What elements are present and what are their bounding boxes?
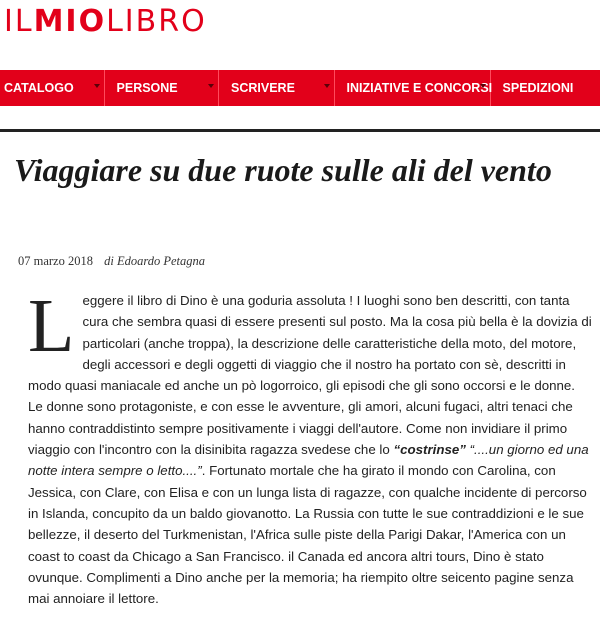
nav-item-catalogo[interactable] xyxy=(0,70,104,106)
nav-item-iniziative[interactable] xyxy=(335,70,493,106)
chevron-down-icon xyxy=(480,84,486,88)
logo-part-mio: MIO xyxy=(33,4,107,39)
article-date: 07 marzo 2018 xyxy=(18,254,93,268)
section-divider xyxy=(0,129,600,132)
main-nav xyxy=(0,70,600,106)
nav-label: PERSONE xyxy=(116,81,178,95)
chevron-down-icon xyxy=(324,84,330,88)
chevron-down-icon xyxy=(208,84,214,88)
body-quote-2: “....un giorno ed una notte intera sempre o letto....” xyxy=(28,442,589,479)
nav-label: SCRIVERE xyxy=(231,81,295,95)
logo-part-il: IL xyxy=(4,4,34,39)
nav-item-persone[interactable] xyxy=(105,70,219,106)
body-quote-1: “costrinse” xyxy=(393,442,466,458)
article-title: Viaggiare su due ruote sulle ali del vento xyxy=(14,152,552,188)
site-logo[interactable] xyxy=(4,2,207,42)
article-body xyxy=(28,284,593,609)
article-author[interactable]: di Edoardo Petagna xyxy=(104,254,206,268)
nav-label: SPEDIZIONI xyxy=(502,81,574,95)
nav-item-scrivere[interactable] xyxy=(219,70,334,106)
nav-label: INIZIATIVE E CONCORSI xyxy=(346,81,493,95)
chevron-down-icon xyxy=(94,84,100,88)
nav-item-spedizioni[interactable] xyxy=(491,70,600,106)
drop-cap: L xyxy=(28,284,75,368)
article-meta xyxy=(18,254,205,269)
logo-part-libro: LIBRO xyxy=(106,4,207,39)
body-part-1: eggere il libro di Dino è una goduria assoluta ! I luoghi sono ben descritti, con tanta cura che sembra quasi di essere presenti sul posto. Ma la cosa più bella è la dovizia di particolari (anche troppa), la descrizione delle caratteristiche della moto, del motore, degli accessori e degli oggetti di viaggio che il nostro ha portato con sè, descritti in modo quasi maniacale ed anche un pò logorroico, gli episodi che gli sono occorsi e le donne. Le donne sono protagoniste, e con esse le avventure, gli amori, alcuni fugaci, altri tenaci che hanno contraddistinto sempre positivamente i viaggi dell'autore. Come non invidiare il primo viaggio con l'incontro con la disinibita ragazza svedese che lo xyxy=(28,293,592,458)
nav-label: CATALOGO xyxy=(4,81,74,95)
body-part-2: . Fortunato mortale che ha girato il mondo con Carolina, con Jessica, con Clare, con Elisa e con un lunga lista di ragazze, con qualche incidente di percorso in Islanda, concupito da un baldo giovanotto. La Russia con tutte le sue contraddizioni e le sue bellezze, il deserto del Turkmenistan, l'Africa sulle piste della Parigi Dakar, l'America con un coast to coast da Chicago a San Francisco. il Canada ed ancora altri tours, Dino è stato ovunque. Complimenti a Dino anche per la memoria; ha riempito oltre seicento pagine senza mai annoiare il lettore. xyxy=(28,463,587,607)
